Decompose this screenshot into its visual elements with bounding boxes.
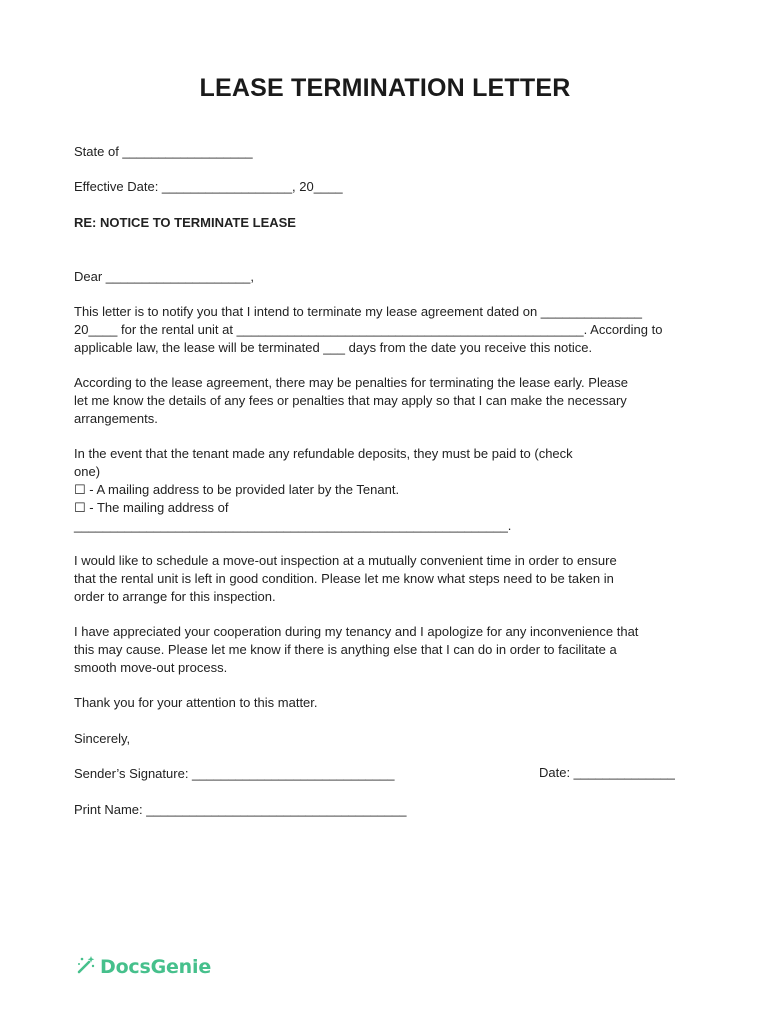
deposit-option-1[interactable]: ☐ - A mailing address to be provided later by the Tenant. bbox=[74, 482, 400, 497]
effective-date-line: Effective Date: __________________, 20____ bbox=[74, 179, 343, 194]
thanks-line: Thank you for your attention to this matter. bbox=[74, 695, 318, 710]
paragraph-5-line-1: I have appreciated your cooperation during my tenancy and I apologize for any inconvenience that bbox=[74, 624, 639, 639]
paragraph-3-line-1: In the event that the tenant made any refundable deposits, they must be paid to (check bbox=[74, 446, 573, 461]
re-line: RE: NOTICE TO TERMINATE LEASE bbox=[74, 215, 296, 230]
paragraph-1-line-3: applicable law, the lease will be terminated ___ days from the date you receive this notice. bbox=[74, 340, 593, 355]
mailing-address-field: ____________________________________________________________. bbox=[74, 518, 512, 533]
date-field: Date: ______________ bbox=[539, 765, 675, 780]
deposit-option-2[interactable]: ☐ - The mailing address of bbox=[74, 500, 229, 515]
paragraph-5-line-3: smooth move-out process. bbox=[74, 660, 228, 675]
paragraph-1-line-1: This letter is to notify you that I intend to terminate my lease agreement dated on ______________ bbox=[74, 304, 643, 319]
paragraph-4-line-1: I would like to schedule a move-out inspection at a mutually convenient time in order to ensure bbox=[74, 553, 617, 568]
closing-line: Sincerely, bbox=[74, 731, 131, 746]
paragraph-2-line-2: let me know the details of any fees or penalties that may apply so that I can make the necessary bbox=[74, 393, 627, 408]
paragraph-4-line-3: order to arrange for this inspection. bbox=[74, 589, 276, 604]
brand-name: DocsGenie bbox=[100, 956, 212, 978]
paragraph-3-line-2: one) bbox=[74, 464, 101, 479]
print-name-field: Print Name: ____________________________________ bbox=[74, 802, 407, 817]
docsgenie-logo bbox=[76, 955, 211, 979]
signature-field: Sender’s Signature: ____________________________ bbox=[74, 766, 395, 781]
paragraph-5-line-2: this may cause. Please let me know if there is anything else that I can do in order to facilitate a bbox=[74, 642, 617, 657]
paragraph-2-line-3: arrangements. bbox=[74, 411, 158, 426]
paragraph-1-line-2: 20____ for the rental unit at ________________________________________________. According to bbox=[74, 322, 663, 337]
document-title: LEASE TERMINATION LETTER bbox=[199, 74, 571, 102]
paragraph-4-line-2: that the rental unit is left in good condition. Please let me know what steps need to be taken in bbox=[74, 571, 614, 586]
paragraph-2-line-1: According to the lease agreement, there may be penalties for terminating the lease early. Please bbox=[74, 375, 629, 390]
magic-wand-icon bbox=[76, 955, 96, 980]
state-line: State of __________________ bbox=[74, 144, 253, 159]
salutation: Dear ____________________, bbox=[74, 269, 255, 284]
